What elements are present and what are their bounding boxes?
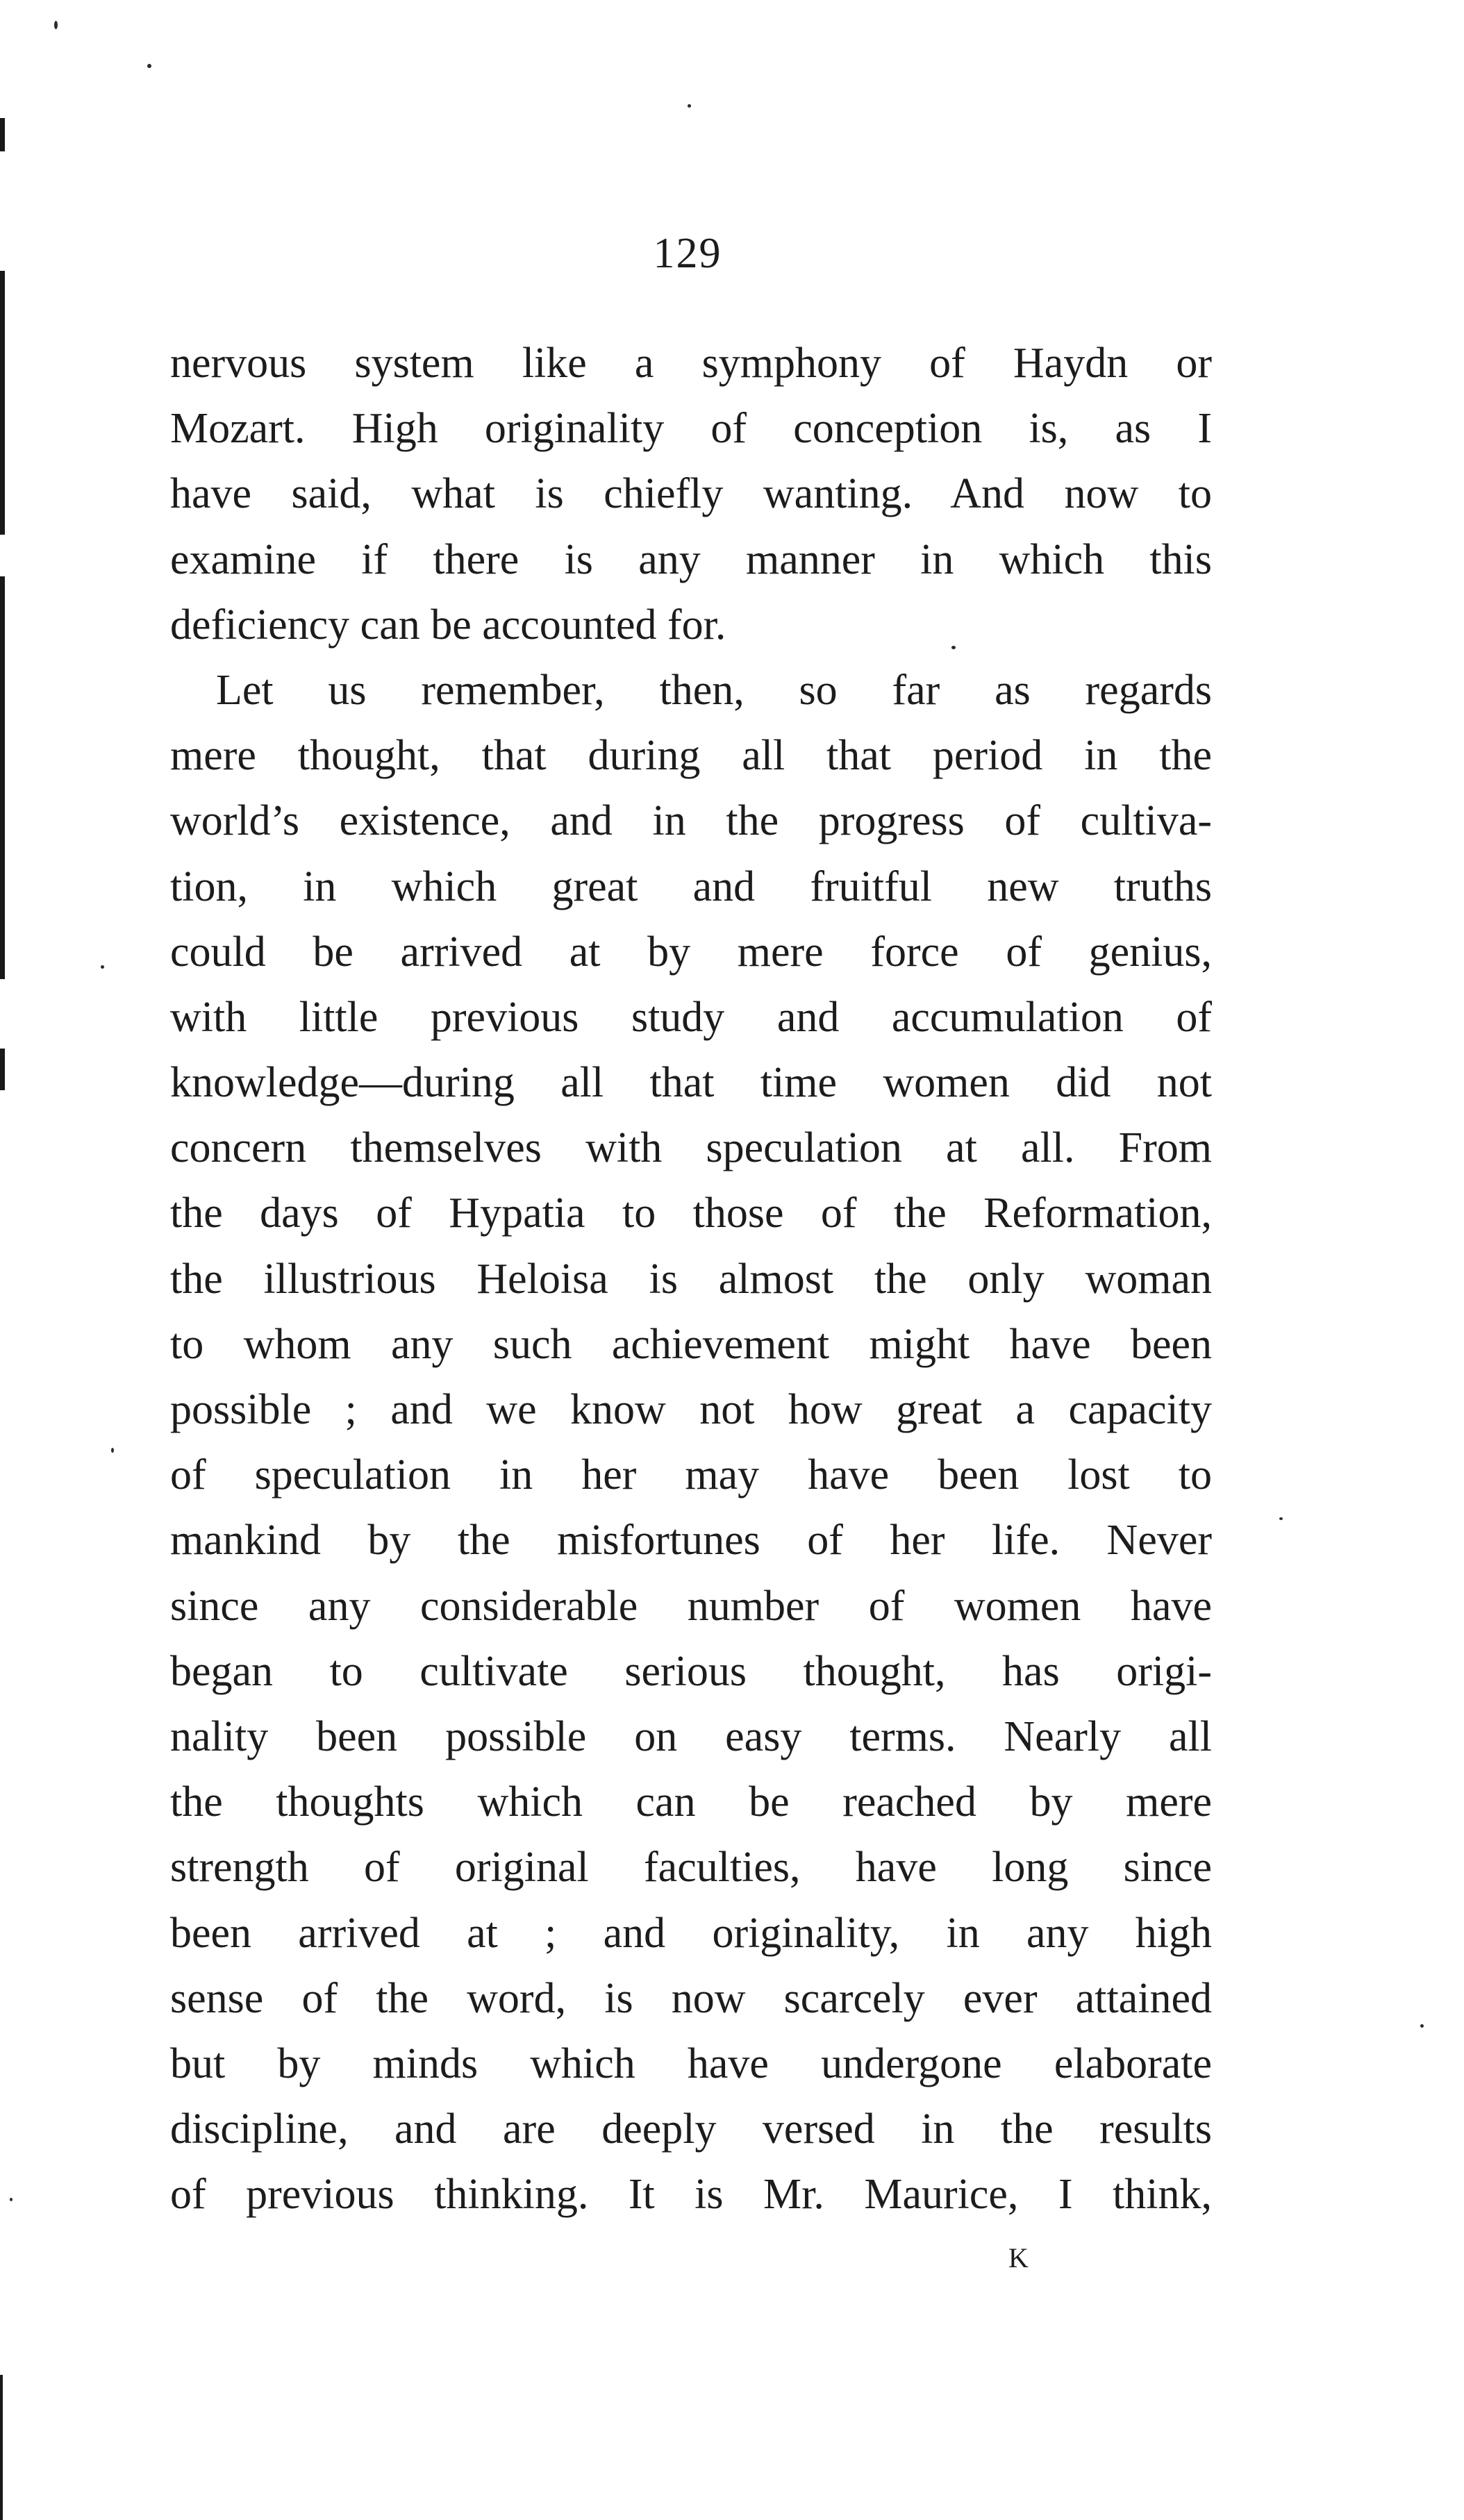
text-line: to whom any such achievement might have been — [170, 1320, 1212, 1368]
scan-speck — [1420, 2024, 1424, 2028]
text-line: world’s existence, and in the progress of cultiva- — [170, 797, 1212, 845]
scan-speck — [54, 21, 58, 29]
scan-speck — [101, 965, 104, 969]
text-line: with little previous study and accumulation of — [170, 993, 1212, 1041]
page-number: 129 — [653, 230, 722, 277]
signature-mark: K — [1008, 2242, 1029, 2273]
text-line: tion, in which great and fruitful new truths — [170, 862, 1212, 910]
text-line: of previous thinking. It is Mr. Maurice, I think, — [170, 2171, 1212, 2219]
text-line: examine if there is any manner in which this — [170, 535, 1212, 583]
scan-speck — [147, 64, 151, 68]
text-line: of speculation in her may have been lost to — [170, 1451, 1212, 1499]
text-line: the illustrious Heloisa is almost the only woman — [170, 1255, 1212, 1303]
text-line: nervous system like a symphony of Haydn or — [170, 340, 1212, 387]
scan-edge-mark — [0, 576, 5, 979]
text-line: began to cultivate serious thought, has origi- — [170, 1647, 1212, 1695]
scan-edge-mark — [0, 118, 5, 151]
text-line: the thoughts which can be reached by mere — [170, 1778, 1212, 1826]
scan-edge-mark — [0, 1049, 5, 1090]
scan-edge-mark — [0, 271, 5, 535]
text-line: mere thought, that during all that period in the — [170, 732, 1212, 780]
scan-edge-mark — [0, 2375, 3, 2520]
scan-speck — [10, 2198, 13, 2201]
text-line: discipline, and are deeply versed in the results — [170, 2105, 1212, 2153]
text-line: Mozart. High originality of conception is, as I — [170, 405, 1212, 453]
text-line: knowledge—during all that time women did not — [170, 1059, 1212, 1107]
text-line: concern themselves with speculation at all. From — [170, 1124, 1212, 1172]
text-line: sense of the word, is now scarcely ever attained — [170, 1974, 1212, 2022]
text-line: possible ; and we know not how great a capacity — [170, 1386, 1212, 1433]
text-line: strength of original faculties, have long since — [170, 1844, 1212, 1892]
scan-speck — [1279, 1517, 1283, 1520]
text-line: could be arrived at by mere force of genius, — [170, 928, 1212, 976]
text-line: but by minds which have undergone elaborate — [170, 2039, 1212, 2087]
text-line: since any considerable number of women have — [170, 1582, 1212, 1630]
scan-speck — [111, 1448, 114, 1453]
text-line: been arrived at ; and originality, in any high — [170, 1909, 1212, 1957]
text-line: nality been possible on easy terms. Nearly all — [170, 1712, 1212, 1760]
paragraph-start-line: Let us remember, then, so far as regards — [216, 666, 1212, 714]
text-line: mankind by the misfortunes of her life. Never — [170, 1517, 1212, 1564]
scan-speck — [688, 104, 691, 108]
text-line: the days of Hypatia to those of the Reformation, — [170, 1190, 1212, 1237]
body-text — [170, 331, 1212, 2227]
text-line: have said, what is chiefly wanting. And now to — [170, 470, 1212, 518]
text-line: deficiency can be accounted for. — [170, 601, 726, 649]
